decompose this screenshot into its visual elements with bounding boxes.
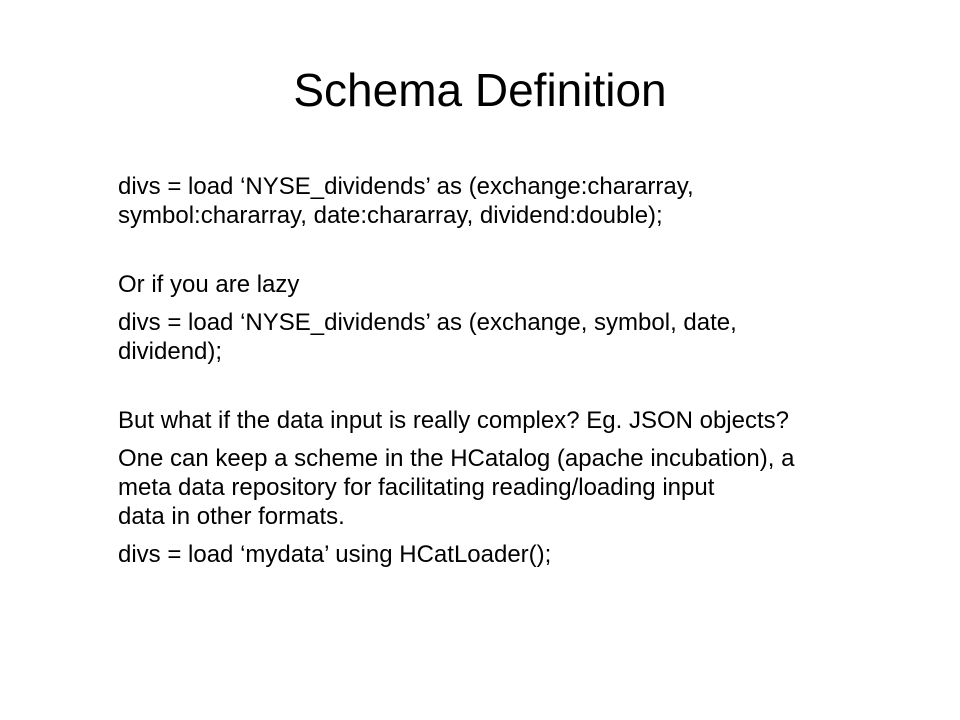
slide-title: Schema Definition: [293, 64, 667, 116]
hcatloader-code-line: divs = load ‘mydata’ using HCatLoader();: [118, 541, 552, 568]
slide-body: [118, 172, 938, 569]
schema-code-line: divs = load ‘NYSE_dividends’ as (exchange:chararray, symbol:chararray, date:chararray, dividend:double);: [118, 173, 694, 229]
hcatalog-note: One can keep a scheme in the HCatalog (apache incubation), a meta data repository for facilitating reading/loading input data in other formats.: [118, 445, 795, 530]
lazy-code-line: divs = load ‘NYSE_dividends’ as (exchange, symbol, date, dividend);: [118, 309, 737, 365]
complex-question: But what if the data input is really complex? Eg. JSON objects?: [118, 407, 790, 434]
lazy-note: Or if you are lazy: [118, 271, 300, 298]
